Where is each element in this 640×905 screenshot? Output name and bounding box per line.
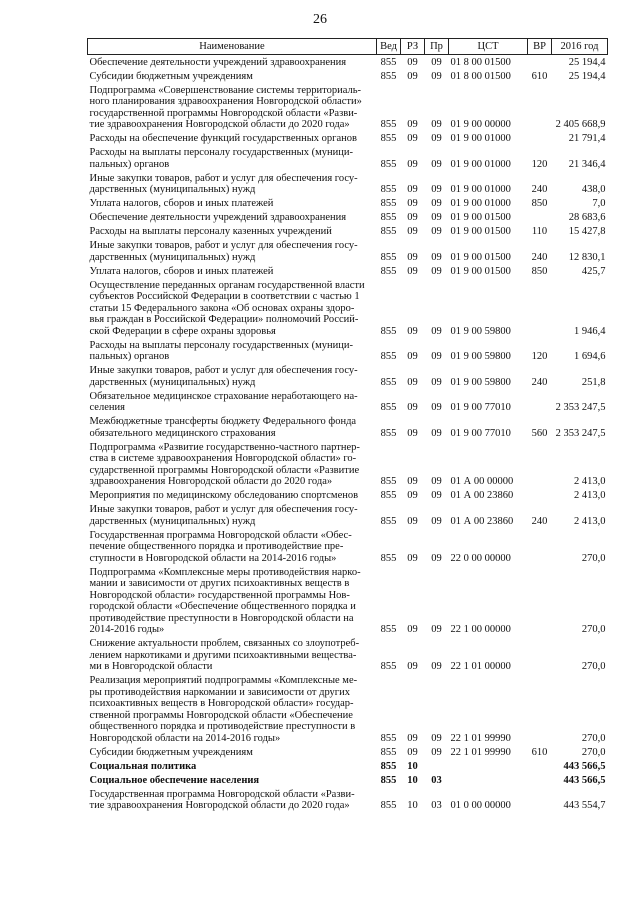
cell-name: Межбюджетные трансферты бюджету Федерального фонда обязательного медицинского страхования bbox=[89, 416, 357, 439]
cell-rz: 09 bbox=[407, 732, 418, 744]
cell-cst: 01 9 00 77010 bbox=[450, 427, 511, 439]
table-row bbox=[88, 197, 608, 211]
cell-pr: 09 bbox=[431, 184, 442, 195]
cell-cst: 22 1 01 99990 bbox=[450, 746, 511, 758]
cell-rz: 09 bbox=[407, 133, 418, 144]
cell-ved: 855 bbox=[380, 552, 397, 564]
cell-vr: 120 bbox=[531, 351, 548, 362]
table-row bbox=[88, 69, 608, 83]
table-row bbox=[88, 278, 608, 338]
cell-vr bbox=[528, 83, 552, 132]
cell-rz: 09 bbox=[407, 184, 418, 195]
table-row bbox=[88, 225, 608, 239]
cell-vr bbox=[528, 528, 552, 565]
cell-cst: 01 9 00 01000 bbox=[450, 158, 511, 170]
cell-name: Подпрограмма «Комплексные меры противодействия нарко- мании и зависимости от других психоактивных веществ в Новгородской области» государственной программы Нов- городской области «Обеспечение общественного порядка и противодействие преступности в Новгородской области на 2014-2016 годы» bbox=[89, 566, 361, 635]
cell-pr: 03 bbox=[431, 800, 442, 811]
cell-vr bbox=[528, 489, 552, 503]
table-body bbox=[88, 55, 608, 813]
cell-name: Иные закупки товаров, работ и услуг для обеспечения госу- дарственных (муниципальных) нужд bbox=[89, 504, 358, 527]
table-row bbox=[88, 759, 608, 773]
cell-name: Расходы на выплаты персоналу государственных (муници- пальных) органов bbox=[89, 339, 353, 362]
cell-ved: 855 bbox=[380, 515, 397, 527]
cell-rz: 09 bbox=[407, 515, 418, 527]
cell-vr: 240 bbox=[531, 184, 548, 195]
table-row bbox=[88, 211, 608, 225]
cell-ved: 855 bbox=[380, 184, 397, 195]
cell-name: Уплата налогов, сборов и иных платежей bbox=[89, 198, 274, 209]
cell-vr: 120 bbox=[531, 158, 548, 170]
cell-ved: 855 bbox=[380, 56, 397, 68]
budget-table bbox=[87, 38, 608, 813]
cell-rz: 10 bbox=[407, 800, 418, 811]
header-vr: ВР bbox=[528, 39, 552, 55]
cell-pr: 09 bbox=[431, 661, 442, 672]
cell-sum: 2 405 668,9 bbox=[555, 119, 606, 130]
cell-name: Уплата налогов, сборов и иных платежей bbox=[89, 265, 274, 277]
cell-cst: 01 9 00 01500 bbox=[450, 226, 511, 237]
cell-ved: 855 bbox=[380, 427, 397, 439]
table-row bbox=[88, 146, 608, 172]
cell-ved: 855 bbox=[380, 325, 397, 337]
cell-vr bbox=[528, 674, 552, 746]
cell-pr: 09 bbox=[431, 427, 442, 439]
table-row bbox=[88, 773, 608, 787]
cell-vr bbox=[528, 55, 552, 70]
cell-cst: 01 9 00 01500 bbox=[450, 265, 511, 277]
cell-sum: 270,0 bbox=[581, 552, 606, 564]
cell-name: Расходы на выплаты персоналу государственных (муници- пальных) органов bbox=[89, 147, 353, 170]
cell-sum: 443 566,5 bbox=[563, 760, 606, 772]
cell-cst: 22 1 00 00000 bbox=[450, 624, 511, 635]
cell-pr: 09 bbox=[431, 746, 442, 758]
cell-name: Иные закупки товаров, работ и услуг для обеспечения госу- дарственных (муниципальных) нужд bbox=[89, 172, 358, 195]
cell-sum: 2 413,0 bbox=[574, 476, 606, 487]
cell-name: Осуществление переданных органам государственной власти субъектов Российской Федерации в соответствии с частью 1 статьи 15 Федерального закона «Об основах охраны здоро- вья граждан в Российской Федерации» полномочий Россий- ской Федерации в сфере охраны здоровья bbox=[89, 279, 365, 337]
cell-sum: 21 346,4 bbox=[568, 158, 606, 170]
cell-sum: 2 353 247,5 bbox=[555, 427, 606, 439]
cell-pr: 09 bbox=[431, 624, 442, 635]
cell-sum: 270,0 bbox=[581, 661, 606, 672]
cell-sum: 251,8 bbox=[581, 376, 606, 388]
cell-cst: 22 1 01 99990 bbox=[450, 732, 511, 744]
cell-vr bbox=[528, 787, 552, 813]
cell-vr: 240 bbox=[531, 251, 548, 263]
cell-sum: 7,0 bbox=[592, 198, 606, 209]
table-row bbox=[88, 55, 608, 70]
cell-name: Иные закупки товаров, работ и услуг для обеспечения госу- дарственных (муниципальных) нужд bbox=[89, 365, 358, 388]
table-header-row bbox=[88, 39, 608, 55]
table-row bbox=[88, 83, 608, 132]
cell-rz: 09 bbox=[407, 552, 418, 564]
table-row bbox=[88, 264, 608, 278]
cell-rz: 09 bbox=[407, 119, 418, 130]
cell-sum: 1 946,4 bbox=[574, 325, 606, 337]
cell-pr: 09 bbox=[431, 251, 442, 263]
cell-ved: 855 bbox=[380, 226, 397, 237]
cell-pr: 09 bbox=[431, 133, 442, 144]
cell-vr: 110 bbox=[531, 226, 548, 237]
cell-pr: 09 bbox=[431, 226, 442, 237]
cell-rz: 09 bbox=[407, 70, 418, 82]
cell-ved: 855 bbox=[380, 774, 397, 786]
cell-rz: 09 bbox=[407, 427, 418, 439]
cell-rz: 09 bbox=[407, 251, 418, 263]
table-row bbox=[88, 440, 608, 489]
cell-sum: 15 427,8 bbox=[568, 226, 606, 237]
cell-rz: 09 bbox=[407, 226, 418, 237]
table-row bbox=[88, 364, 608, 390]
cell-cst: 01 9 00 01500 bbox=[450, 212, 511, 223]
header-name: Наименование bbox=[88, 39, 377, 55]
cell-ved: 855 bbox=[380, 661, 397, 672]
cell-ved: 855 bbox=[380, 119, 397, 130]
cell-rz: 09 bbox=[407, 476, 418, 487]
cell-rz: 09 bbox=[407, 746, 418, 758]
cell-rz: 09 bbox=[407, 158, 418, 170]
cell-rz: 09 bbox=[407, 490, 418, 501]
cell-cst: 01 А 00 00000 bbox=[450, 476, 514, 487]
cell-sum: 1 694,6 bbox=[574, 351, 606, 362]
cell-sum: 425,7 bbox=[581, 265, 606, 277]
cell-rz: 09 bbox=[407, 624, 418, 635]
cell-sum: 438,0 bbox=[581, 184, 606, 195]
cell-sum: 28 683,6 bbox=[568, 212, 606, 223]
cell-pr: 09 bbox=[431, 552, 442, 564]
cell-ved: 855 bbox=[380, 624, 397, 635]
cell-cst: 01 А 00 23860 bbox=[450, 515, 514, 527]
table-row bbox=[88, 745, 608, 759]
cell-sum: 270,0 bbox=[581, 746, 606, 758]
cell-vr: 850 bbox=[531, 198, 548, 209]
table-row bbox=[88, 415, 608, 441]
cell-ved: 855 bbox=[380, 212, 397, 223]
cell-vr bbox=[528, 440, 552, 489]
cell-rz: 10 bbox=[407, 774, 418, 786]
cell-vr bbox=[528, 637, 552, 674]
cell-name: Подпрограмма «Совершенствование системы территориаль- ного планирования здравоохранения Новгородской области» государственной программы Новгородской области «Разви- тие здравоохранения Новгородской области до 2020 года» bbox=[89, 84, 362, 130]
cell-name: Субсидии бюджетным учреждениям bbox=[89, 70, 253, 82]
cell-sum: 12 830,1 bbox=[568, 251, 606, 263]
header-rz: РЗ bbox=[401, 39, 425, 55]
cell-cst: 01 9 00 01000 bbox=[450, 198, 511, 209]
cell-vr bbox=[528, 773, 552, 787]
cell-cst: 01 9 00 59800 bbox=[450, 376, 511, 388]
cell-name: Обеспечение деятельности учреждений здравоохранения bbox=[89, 212, 347, 223]
cell-pr: 09 bbox=[431, 376, 442, 388]
cell-sum: 25 194,4 bbox=[568, 56, 606, 68]
cell-vr: 560 bbox=[531, 427, 548, 439]
cell-rz: 09 bbox=[407, 661, 418, 672]
cell-ved: 855 bbox=[380, 402, 397, 413]
cell-pr: 09 bbox=[431, 490, 442, 501]
cell-ved: 855 bbox=[380, 376, 397, 388]
cell-name: Социальное обеспечение населения bbox=[89, 774, 260, 786]
table-row bbox=[88, 171, 608, 197]
cell-sum: 2 413,0 bbox=[574, 515, 606, 527]
cell-pr: 09 bbox=[431, 198, 442, 209]
cell-sum: 2 413,0 bbox=[574, 490, 606, 501]
table-row bbox=[88, 674, 608, 746]
cell-ved: 855 bbox=[380, 351, 397, 362]
cell-name: Социальная политика bbox=[89, 760, 197, 772]
cell-pr: 09 bbox=[431, 351, 442, 362]
cell-rz: 09 bbox=[407, 265, 418, 277]
cell-ved: 855 bbox=[380, 265, 397, 277]
cell-cst: 22 0 00 00000 bbox=[450, 552, 511, 564]
cell-pr: 09 bbox=[431, 56, 442, 68]
table-row bbox=[88, 528, 608, 565]
cell-vr bbox=[528, 389, 552, 415]
cell-pr: 09 bbox=[431, 732, 442, 744]
table-row bbox=[88, 389, 608, 415]
table-row bbox=[88, 338, 608, 364]
cell-cst: 22 1 01 00000 bbox=[450, 661, 511, 672]
header-cst: ЦСТ bbox=[449, 39, 528, 55]
cell-name: Государственная программа Новгородской области «Обес- печение общественного порядка и противодействие пре- ступности в Новгородской области на 2014-2016 годы» bbox=[89, 529, 352, 564]
cell-vr: 240 bbox=[531, 515, 548, 527]
cell-name: Реализация мероприятий подпрограммы «Комплексные ме- ры противодействия наркомании и зависимости от других психоактивных веществ в Новгородской области» государ- ственной программы Новгородской области «Обеспечение общественного порядка и противодействие преступности в Новгородской области на 2014-2016 годы» bbox=[89, 675, 358, 744]
cell-cst: 01 9 00 77010 bbox=[450, 402, 511, 413]
cell-pr: 03 bbox=[431, 774, 442, 786]
cell-cst: 01 8 00 01500 bbox=[450, 70, 511, 82]
table-row bbox=[88, 239, 608, 265]
cell-vr: 850 bbox=[531, 265, 548, 277]
cell-vr: 240 bbox=[531, 376, 548, 388]
cell-ved: 855 bbox=[380, 133, 397, 144]
cell-name: Мероприятия по медицинскому обследованию спортсменов bbox=[89, 490, 359, 501]
cell-vr bbox=[528, 565, 552, 637]
cell-vr bbox=[528, 278, 552, 338]
cell-pr: 09 bbox=[431, 119, 442, 130]
cell-vr bbox=[528, 759, 552, 773]
cell-cst: 01 8 00 01500 bbox=[450, 56, 511, 68]
cell-cst: 01 9 00 59800 bbox=[450, 325, 511, 337]
cell-ved: 855 bbox=[380, 198, 397, 209]
cell-name: Подпрограмма «Развитие государственно-частного партнер- ства в системе здравоохранения Новгородской области» го- сударственной программы Новгородской области «Развитие здравоохранения Новгородской области до 2020 года» bbox=[89, 441, 360, 487]
cell-cst: 01 9 00 00000 bbox=[450, 119, 511, 130]
cell-name: Государственная программа Новгородской области «Разви- тие здравоохранения Новгородской области до 2020 года» bbox=[89, 788, 355, 811]
cell-pr: 09 bbox=[431, 70, 442, 82]
cell-rz: 09 bbox=[407, 402, 418, 413]
cell-pr bbox=[425, 759, 449, 773]
table-row bbox=[88, 132, 608, 146]
cell-pr: 09 bbox=[431, 325, 442, 337]
table-row bbox=[88, 787, 608, 813]
cell-name: Иные закупки товаров, работ и услуг для обеспечения госу- дарственных (муниципальных) нужд bbox=[89, 240, 358, 263]
header-pr: Пр bbox=[425, 39, 449, 55]
table-row bbox=[88, 637, 608, 674]
cell-rz: 09 bbox=[407, 198, 418, 209]
cell-pr: 09 bbox=[431, 515, 442, 527]
cell-cst: 01 9 00 01500 bbox=[450, 251, 511, 263]
cell-ved: 855 bbox=[380, 158, 397, 170]
cell-rz: 09 bbox=[407, 56, 418, 68]
header-ved: Вед bbox=[377, 39, 401, 55]
cell-name: Субсидии бюджетным учреждениям bbox=[89, 746, 253, 758]
cell-pr: 09 bbox=[431, 402, 442, 413]
cell-rz: 09 bbox=[407, 376, 418, 388]
cell-sum: 270,0 bbox=[581, 732, 606, 744]
cell-rz: 10 bbox=[407, 760, 418, 772]
cell-pr: 09 bbox=[431, 158, 442, 170]
table-row bbox=[88, 489, 608, 503]
cell-sum: 25 194,4 bbox=[568, 70, 606, 82]
cell-cst: 01 9 00 59800 bbox=[450, 351, 511, 362]
cell-ved: 855 bbox=[380, 800, 397, 811]
cell-cst: 01 9 00 01000 bbox=[450, 133, 511, 144]
cell-ved: 855 bbox=[380, 251, 397, 263]
cell-rz: 09 bbox=[407, 325, 418, 337]
cell-vr: 610 bbox=[531, 746, 548, 758]
cell-ved: 855 bbox=[380, 476, 397, 487]
cell-sum: 443 566,5 bbox=[563, 774, 606, 786]
cell-pr: 09 bbox=[431, 265, 442, 277]
page-number: 26 bbox=[313, 12, 327, 27]
table-row bbox=[88, 565, 608, 637]
cell-name: Расходы на выплаты персоналу казенных учреждений bbox=[89, 226, 332, 237]
cell-cst: 01 9 00 01000 bbox=[450, 184, 511, 195]
cell-name: Обязательное медицинское страхование неработающего на- селения bbox=[89, 390, 358, 413]
table-row bbox=[88, 503, 608, 529]
cell-sum: 21 791,4 bbox=[568, 133, 606, 144]
cell-name: Расходы на обеспечение функций государственных органов bbox=[89, 133, 357, 144]
cell-name: Снижение актуальности проблем, связанных со злоупотреб- лением наркотиками и другими психоактивными вещества- ми в Новгородской области bbox=[89, 638, 360, 672]
cell-cst: 01 А 00 23860 bbox=[450, 490, 514, 501]
header-sum: 2016 год bbox=[552, 39, 608, 55]
cell-sum: 270,0 bbox=[581, 624, 606, 635]
cell-rz: 09 bbox=[407, 212, 418, 223]
cell-vr: 610 bbox=[531, 70, 548, 82]
cell-ved: 855 bbox=[380, 732, 397, 744]
cell-ved: 855 bbox=[380, 746, 397, 758]
cell-cst bbox=[449, 773, 528, 787]
cell-rz: 09 bbox=[407, 351, 418, 362]
cell-cst: 01 0 00 00000 bbox=[450, 800, 511, 811]
cell-name: Обеспечение деятельности учреждений здравоохранения bbox=[89, 56, 347, 68]
cell-sum: 443 554,7 bbox=[563, 800, 606, 811]
cell-pr: 09 bbox=[431, 476, 442, 487]
cell-vr bbox=[528, 211, 552, 225]
cell-ved: 855 bbox=[380, 70, 397, 82]
cell-ved: 855 bbox=[380, 760, 397, 772]
cell-vr bbox=[528, 132, 552, 146]
cell-sum: 2 353 247,5 bbox=[555, 402, 606, 413]
cell-cst bbox=[449, 759, 528, 773]
cell-pr: 09 bbox=[431, 212, 442, 223]
cell-ved: 855 bbox=[380, 490, 397, 501]
